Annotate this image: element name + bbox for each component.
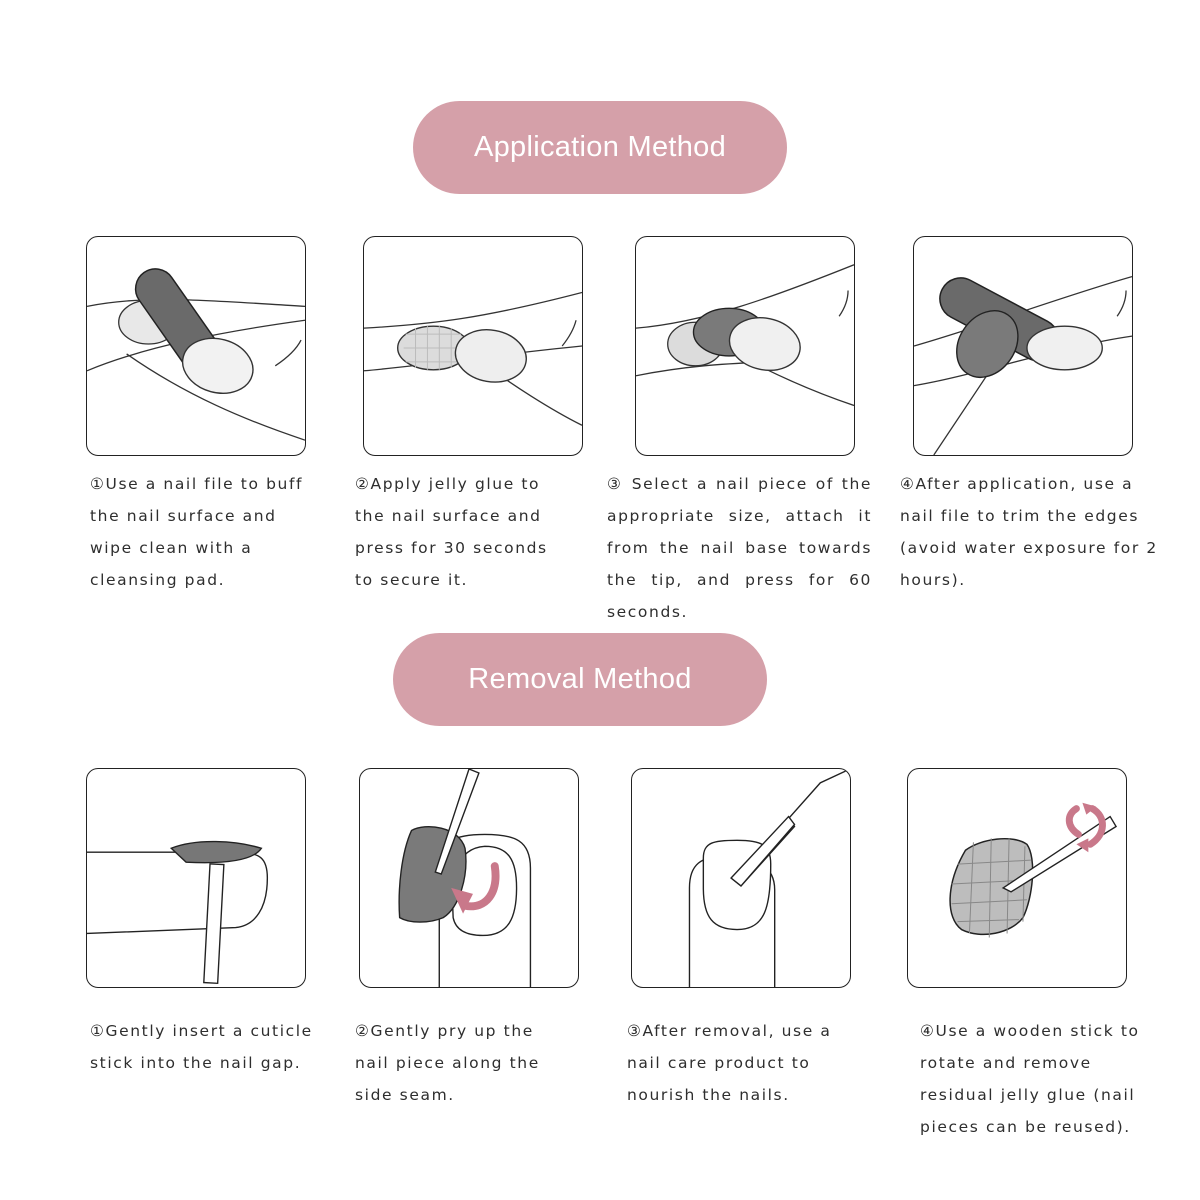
- application-step-3-caption: ③ Select a nail piece of the appropriate size, attach it from the nail base towards the tip, and press for 60 seconds.: [607, 475, 872, 621]
- removal-step-3-illustration: [631, 768, 851, 988]
- application-step-4-caption: ④After application, use a nail file to trim the edges (avoid water exposure for 2 hours).: [900, 475, 1158, 589]
- removal-step-2-caption: ②Gently pry up the nail piece along the side seam.: [355, 1022, 540, 1104]
- removal-method-header: Removal Method: [393, 633, 767, 726]
- removal-step-1-illustration: [86, 768, 306, 988]
- application-step-4-illustration: [913, 236, 1133, 456]
- removal-step-4-caption: ④Use a wooden stick to rotate and remove residual jelly glue (nail pieces can be reused).: [920, 1022, 1140, 1136]
- application-step-1-caption: ①Use a nail file to buff the nail surface and wipe clean with a cleansing pad.: [90, 475, 304, 589]
- removal-step-3-caption: ③After removal, use a nail care product to nourish the nails.: [627, 1022, 832, 1104]
- application-step-1-illustration: [86, 236, 306, 456]
- removal-step-2-illustration: [359, 768, 579, 988]
- application-step-3-illustration: [635, 236, 855, 456]
- application-step-2-illustration: [363, 236, 583, 456]
- removal-step-4-illustration: [907, 768, 1127, 988]
- removal-step-1-caption: ①Gently insert a cuticle stick into the nail gap.: [90, 1022, 313, 1072]
- application-method-header: Application Method: [413, 101, 787, 194]
- application-step-2-caption: ②Apply jelly glue to the nail surface and press for 30 seconds to secure it.: [355, 475, 548, 589]
